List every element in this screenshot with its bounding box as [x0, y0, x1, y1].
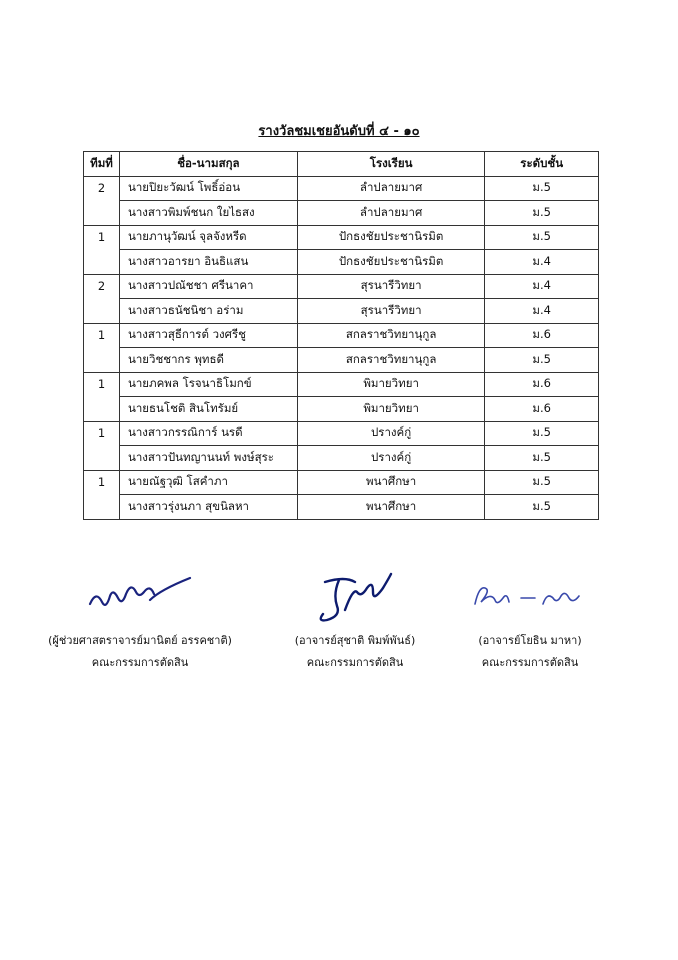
- signature-image: [415, 570, 645, 630]
- team-number-cell: 1: [84, 225, 120, 274]
- student-name-cell: นางสาวสุธีการต์ วงศรีชู: [119, 323, 297, 348]
- grade-level-cell: ม.5: [485, 421, 599, 446]
- header-level: ระดับชั้น: [485, 152, 599, 177]
- grade-level-cell: ม.4: [485, 250, 599, 275]
- team-number-cell: 1: [84, 372, 120, 421]
- signature-name: (ผู้ช่วยศาสตราจารย์มานิตย์ อรรคชาติ): [48, 634, 232, 647]
- signature-role: คณะกรรมการตัดสิน: [481, 656, 579, 669]
- table-row: [84, 495, 599, 520]
- signature-block-3: [415, 570, 645, 674]
- awards-table: [83, 151, 599, 520]
- grade-level-cell: ม.5: [485, 446, 599, 471]
- school-cell: พิมายวิทยา: [297, 397, 485, 422]
- table-row: [84, 323, 599, 348]
- header-team: ทีมที่: [84, 152, 120, 177]
- header-name: ชื่อ-นามสกุล: [119, 152, 297, 177]
- school-cell: สกลราชวิทยานุกูล: [297, 323, 485, 348]
- table-body: [84, 176, 599, 519]
- page-title: รางวัลชมเชยอันดับที่ ๔ - ๑๐: [258, 124, 420, 139]
- school-cell: สุรนารีวิทยา: [297, 299, 485, 324]
- table-row: [84, 446, 599, 471]
- student-name-cell: นางสาวกรรณิการ์ นรดี: [119, 421, 297, 446]
- school-cell: ปรางค์กู่: [297, 421, 485, 446]
- grade-level-cell: ม.5: [485, 470, 599, 495]
- student-name-cell: นางสาวปันทญานนท์ พงษ์สุระ: [119, 446, 297, 471]
- grade-level-cell: ม.5: [485, 176, 599, 201]
- school-cell: ลำปลายมาศ: [297, 176, 485, 201]
- grade-level-cell: ม.4: [485, 299, 599, 324]
- signature-name: (อาจารย์โยธิน มาหา): [478, 634, 582, 647]
- grade-level-cell: ม.4: [485, 274, 599, 299]
- student-name-cell: นายวิชชากร พุทธดี: [119, 348, 297, 373]
- table-row: [84, 421, 599, 446]
- table-row: [84, 372, 599, 397]
- signature-scribble: [295, 570, 415, 630]
- grade-level-cell: ม.6: [485, 323, 599, 348]
- table-row: [84, 470, 599, 495]
- table-row: [84, 299, 599, 324]
- grade-level-cell: ม.6: [485, 397, 599, 422]
- student-name-cell: นายธนโชติ สินโทรัมย์: [119, 397, 297, 422]
- table-row: [84, 176, 599, 201]
- student-name-cell: นางสาวปณัชชา ศรีนาคา: [119, 274, 297, 299]
- team-number-cell: 1: [84, 421, 120, 470]
- school-cell: พิมายวิทยา: [297, 372, 485, 397]
- student-name-cell: นางสาวรุ่งนภา สุขนิลหา: [119, 495, 297, 520]
- table-header: [84, 152, 599, 177]
- school-cell: ปักธงชัยประชานิรมิต: [297, 250, 485, 275]
- student-name-cell: นางสาวพิมพ์ชนก ใยไธสง: [119, 201, 297, 226]
- team-number-cell: 1: [84, 470, 120, 519]
- signature-name: (อาจารย์สุชาติ พิมพ์พันธ์): [294, 634, 416, 647]
- school-cell: พนาศึกษา: [297, 495, 485, 520]
- team-number-cell: 2: [84, 176, 120, 225]
- team-number-cell: 1: [84, 323, 120, 372]
- school-cell: ปักธงชัยประชานิรมิต: [297, 225, 485, 250]
- grade-level-cell: ม.6: [485, 372, 599, 397]
- student-name-cell: นายภานุวัฒน์ จุลจังหรีด: [119, 225, 297, 250]
- signature-role: คณะกรรมการตัดสิน: [306, 656, 404, 669]
- header-school: โรงเรียน: [297, 152, 485, 177]
- table-row: [84, 250, 599, 275]
- table-row: [84, 348, 599, 373]
- student-name-cell: นางสาวอารยา อินธิแสน: [119, 250, 297, 275]
- signature-scribble: [80, 570, 200, 620]
- grade-level-cell: ม.5: [485, 495, 599, 520]
- student-name-cell: นายณัฐวุฒิ โสคำภา: [119, 470, 297, 495]
- school-cell: พนาศึกษา: [297, 470, 485, 495]
- grade-level-cell: ม.5: [485, 225, 599, 250]
- table-row: [84, 225, 599, 250]
- school-cell: ปรางค์กู่: [297, 446, 485, 471]
- student-name-cell: นางสาวธนัชนิชา อร่าม: [119, 299, 297, 324]
- grade-level-cell: ม.5: [485, 201, 599, 226]
- student-name-cell: นายปิยะวัฒน์ โพธิ์อ่อน: [119, 176, 297, 201]
- school-cell: ลำปลายมาศ: [297, 201, 485, 226]
- signature-scribble: [465, 570, 595, 620]
- student-name-cell: นายภคพล โรจนาธิโมกข์: [119, 372, 297, 397]
- signature-image: [25, 570, 255, 630]
- signature-block-1: [25, 570, 255, 674]
- school-cell: สกลราชวิทยานุกูล: [297, 348, 485, 373]
- table-row: [84, 274, 599, 299]
- school-cell: สุรนารีวิทยา: [297, 274, 485, 299]
- team-number-cell: 2: [84, 274, 120, 323]
- grade-level-cell: ม.5: [485, 348, 599, 373]
- signature-role: คณะกรรมการตัดสิน: [91, 656, 189, 669]
- table-row: [84, 201, 599, 226]
- table-row: [84, 397, 599, 422]
